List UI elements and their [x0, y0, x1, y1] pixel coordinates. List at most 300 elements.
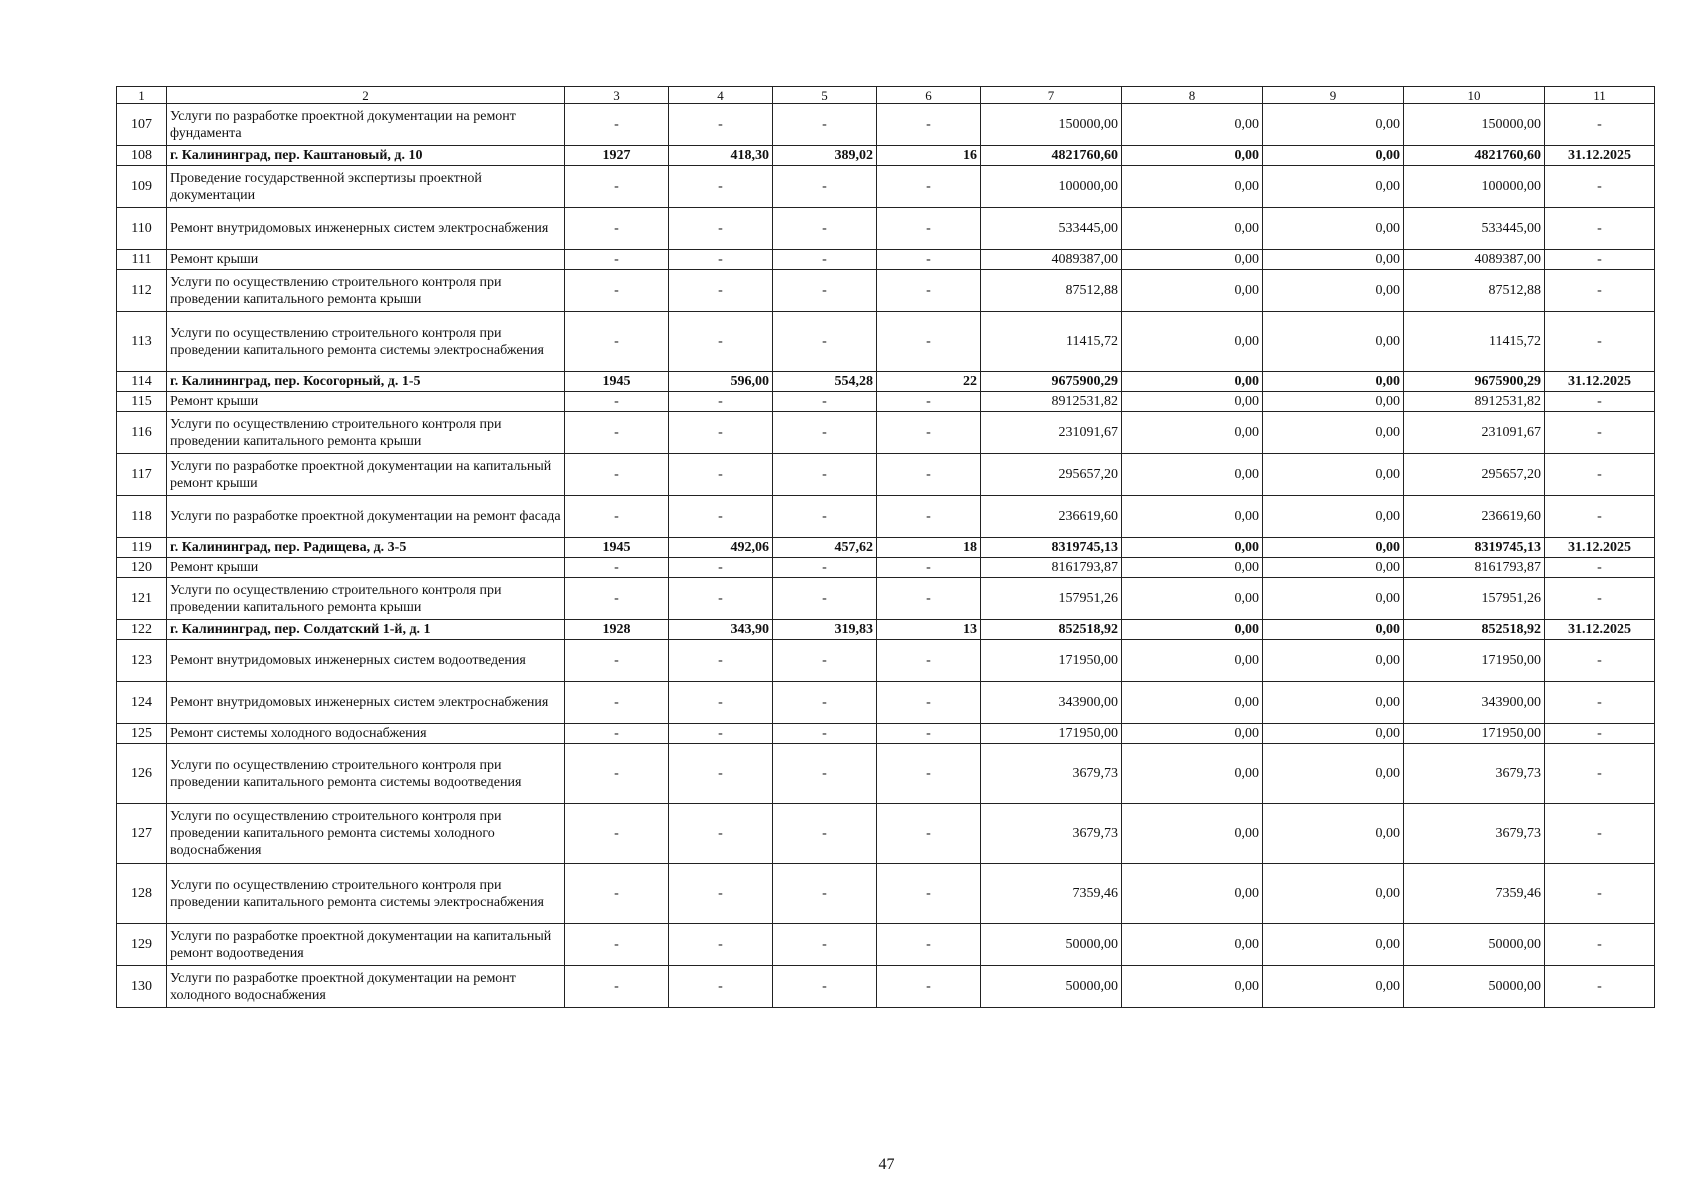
cost-fund-cell: 0,00: [1122, 744, 1263, 804]
row-number-cell: 119: [117, 538, 167, 558]
cost-other-cell: 0,00: [1263, 924, 1404, 966]
cost-total-cell: 295657,20: [981, 454, 1122, 496]
total-area-cell: -: [669, 250, 773, 270]
living-area-cell: -: [773, 208, 877, 250]
cost-total-cell: 4089387,00: [981, 250, 1122, 270]
residents-cell: -: [877, 682, 981, 724]
table-row: [117, 966, 1655, 1008]
cost-total-cell: 8912531,82: [981, 392, 1122, 412]
description-cell: Услуги по осуществлению строительного контроля при проведении капитального ремонта системы водоотведения: [167, 744, 565, 804]
description-cell: Проведение государственной экспертизы проектной документации: [167, 166, 565, 208]
total-area-cell: 343,90: [669, 620, 773, 640]
cost-total-cell: 50000,00: [981, 966, 1122, 1008]
total-area-cell: -: [669, 270, 773, 312]
row-number-cell: 124: [117, 682, 167, 724]
row-number-cell: 123: [117, 640, 167, 682]
cost-total-cell: 8161793,87: [981, 558, 1122, 578]
cost-fund-cell: 0,00: [1122, 312, 1263, 372]
cost-total-cell: 231091,67: [981, 412, 1122, 454]
description-cell: Услуги по осуществлению строительного контроля при проведении капитального ремонта системы холодного водоснабжения: [167, 804, 565, 864]
living-area-cell: -: [773, 640, 877, 682]
completion-date-cell: -: [1545, 166, 1655, 208]
table-body: [117, 87, 1655, 1008]
total-area-cell: -: [669, 208, 773, 250]
cost-other-cell: 0,00: [1263, 578, 1404, 620]
living-area-cell: 319,83: [773, 620, 877, 640]
table-row: [117, 496, 1655, 538]
residents-cell: -: [877, 496, 981, 538]
completion-date-cell: -: [1545, 250, 1655, 270]
table-row: [117, 744, 1655, 804]
cost-fund-cell: 0,00: [1122, 412, 1263, 454]
cost-fund-cell: 0,00: [1122, 724, 1263, 744]
capital-repair-table: [116, 86, 1655, 1008]
row-number-cell: 117: [117, 454, 167, 496]
living-area-cell: -: [773, 312, 877, 372]
cost-other-cell: 0,00: [1263, 620, 1404, 640]
cost-other-cell: 0,00: [1263, 804, 1404, 864]
cost-other-cell: 0,00: [1263, 640, 1404, 682]
cost-other-cell: 0,00: [1263, 372, 1404, 392]
living-area-cell: -: [773, 724, 877, 744]
description-cell: Услуги по осуществлению строительного контроля при проведении капитального ремонта крыши: [167, 270, 565, 312]
cost-owners-cell: 11415,72: [1404, 312, 1545, 372]
cost-total-cell: 11415,72: [981, 312, 1122, 372]
build-year-cell: -: [565, 496, 669, 538]
cost-other-cell: 0,00: [1263, 724, 1404, 744]
table-row: [117, 454, 1655, 496]
description-cell: Услуги по разработке проектной документации на ремонт холодного водоснабжения: [167, 966, 565, 1008]
cost-owners-cell: 87512,88: [1404, 270, 1545, 312]
total-area-cell: -: [669, 804, 773, 864]
cost-owners-cell: 533445,00: [1404, 208, 1545, 250]
cost-fund-cell: 0,00: [1122, 804, 1263, 864]
completion-date-cell: -: [1545, 312, 1655, 372]
row-number-cell: 120: [117, 558, 167, 578]
residents-cell: -: [877, 270, 981, 312]
total-area-cell: -: [669, 392, 773, 412]
living-area-cell: 389,02: [773, 146, 877, 166]
completion-date-cell: -: [1545, 558, 1655, 578]
cost-owners-cell: 9675900,29: [1404, 372, 1545, 392]
row-number-cell: 113: [117, 312, 167, 372]
residents-cell: -: [877, 744, 981, 804]
table-row: [117, 924, 1655, 966]
cost-owners-cell: 4821760,60: [1404, 146, 1545, 166]
living-area-cell: 457,62: [773, 538, 877, 558]
total-area-cell: -: [669, 578, 773, 620]
cost-owners-cell: 157951,26: [1404, 578, 1545, 620]
residents-cell: -: [877, 392, 981, 412]
cost-owners-cell: 3679,73: [1404, 744, 1545, 804]
cost-other-cell: 0,00: [1263, 208, 1404, 250]
completion-date-cell: -: [1545, 864, 1655, 924]
residents-cell: -: [877, 454, 981, 496]
column-header: 9: [1263, 87, 1404, 104]
column-header: 7: [981, 87, 1122, 104]
completion-date-cell: 31.12.2025: [1545, 372, 1655, 392]
completion-date-cell: -: [1545, 724, 1655, 744]
description-cell: Услуги по осуществлению строительного контроля при проведении капитального ремонта системы электроснабжения: [167, 312, 565, 372]
cost-other-cell: 0,00: [1263, 454, 1404, 496]
total-area-cell: -: [669, 454, 773, 496]
build-year-cell: -: [565, 312, 669, 372]
description-cell: Услуги по осуществлению строительного контроля при проведении капитального ремонта крыши: [167, 412, 565, 454]
table-row: [117, 208, 1655, 250]
cost-fund-cell: 0,00: [1122, 372, 1263, 392]
total-area-cell: 492,06: [669, 538, 773, 558]
cost-total-cell: 171950,00: [981, 724, 1122, 744]
cost-total-cell: 3679,73: [981, 744, 1122, 804]
cost-total-cell: 3679,73: [981, 804, 1122, 864]
column-header: 5: [773, 87, 877, 104]
cost-fund-cell: 0,00: [1122, 104, 1263, 146]
cost-total-cell: 4821760,60: [981, 146, 1122, 166]
living-area-cell: -: [773, 496, 877, 538]
cost-other-cell: 0,00: [1263, 250, 1404, 270]
residents-cell: 16: [877, 146, 981, 166]
living-area-cell: -: [773, 744, 877, 804]
cost-fund-cell: 0,00: [1122, 558, 1263, 578]
total-area-cell: -: [669, 864, 773, 924]
column-number-header-row: [117, 87, 1655, 104]
cost-owners-cell: 295657,20: [1404, 454, 1545, 496]
column-header: 1: [117, 87, 167, 104]
total-area-cell: -: [669, 412, 773, 454]
description-cell: Ремонт внутридомовых инженерных систем электроснабжения: [167, 682, 565, 724]
cost-total-cell: 343900,00: [981, 682, 1122, 724]
table-row: [117, 392, 1655, 412]
description-cell: Услуги по разработке проектной документации на ремонт фасада: [167, 496, 565, 538]
completion-date-cell: -: [1545, 744, 1655, 804]
living-area-cell: -: [773, 250, 877, 270]
total-area-cell: -: [669, 558, 773, 578]
row-number-cell: 118: [117, 496, 167, 538]
cost-total-cell: 100000,00: [981, 166, 1122, 208]
cost-total-cell: 171950,00: [981, 640, 1122, 682]
total-area-cell: -: [669, 496, 773, 538]
completion-date-cell: 31.12.2025: [1545, 620, 1655, 640]
table-row: [117, 166, 1655, 208]
total-area-cell: 418,30: [669, 146, 773, 166]
cost-fund-cell: 0,00: [1122, 250, 1263, 270]
completion-date-cell: -: [1545, 104, 1655, 146]
build-year-cell: 1927: [565, 146, 669, 166]
build-year-cell: 1945: [565, 372, 669, 392]
address-row: [117, 372, 1655, 392]
cost-fund-cell: 0,00: [1122, 864, 1263, 924]
completion-date-cell: -: [1545, 924, 1655, 966]
description-cell: г. Калининград, пер. Солдатский 1-й, д. 1: [167, 620, 565, 640]
build-year-cell: -: [565, 412, 669, 454]
description-cell: Услуги по разработке проектной документации на капитальный ремонт крыши: [167, 454, 565, 496]
row-number-cell: 107: [117, 104, 167, 146]
living-area-cell: -: [773, 558, 877, 578]
residents-cell: -: [877, 166, 981, 208]
cost-owners-cell: 50000,00: [1404, 924, 1545, 966]
description-cell: г. Калининград, пер. Косогорный, д. 1-5: [167, 372, 565, 392]
column-header: 11: [1545, 87, 1655, 104]
cost-other-cell: 0,00: [1263, 538, 1404, 558]
description-cell: Ремонт крыши: [167, 250, 565, 270]
living-area-cell: -: [773, 578, 877, 620]
cost-owners-cell: 231091,67: [1404, 412, 1545, 454]
build-year-cell: -: [565, 924, 669, 966]
cost-total-cell: 852518,92: [981, 620, 1122, 640]
cost-owners-cell: 8161793,87: [1404, 558, 1545, 578]
cost-total-cell: 7359,46: [981, 864, 1122, 924]
completion-date-cell: -: [1545, 496, 1655, 538]
total-area-cell: 596,00: [669, 372, 773, 392]
cost-owners-cell: 4089387,00: [1404, 250, 1545, 270]
cost-other-cell: 0,00: [1263, 392, 1404, 412]
cost-owners-cell: 171950,00: [1404, 640, 1545, 682]
completion-date-cell: -: [1545, 412, 1655, 454]
cost-owners-cell: 7359,46: [1404, 864, 1545, 924]
table-row: [117, 804, 1655, 864]
cost-fund-cell: 0,00: [1122, 640, 1263, 682]
cost-other-cell: 0,00: [1263, 496, 1404, 538]
residents-cell: -: [877, 924, 981, 966]
completion-date-cell: -: [1545, 270, 1655, 312]
cost-other-cell: 0,00: [1263, 166, 1404, 208]
address-row: [117, 538, 1655, 558]
cost-owners-cell: 3679,73: [1404, 804, 1545, 864]
build-year-cell: -: [565, 208, 669, 250]
living-area-cell: 554,28: [773, 372, 877, 392]
cost-other-cell: 0,00: [1263, 744, 1404, 804]
description-cell: Услуги по осуществлению строительного контроля при проведении капитального ремонта крыши: [167, 578, 565, 620]
residents-cell: -: [877, 640, 981, 682]
row-number-cell: 122: [117, 620, 167, 640]
cost-fund-cell: 0,00: [1122, 270, 1263, 312]
build-year-cell: -: [565, 250, 669, 270]
row-number-cell: 128: [117, 864, 167, 924]
cost-fund-cell: 0,00: [1122, 392, 1263, 412]
row-number-cell: 126: [117, 744, 167, 804]
cost-fund-cell: 0,00: [1122, 682, 1263, 724]
row-number-cell: 130: [117, 966, 167, 1008]
cost-owners-cell: 50000,00: [1404, 966, 1545, 1008]
total-area-cell: -: [669, 104, 773, 146]
build-year-cell: -: [565, 724, 669, 744]
row-number-cell: 109: [117, 166, 167, 208]
row-number-cell: 115: [117, 392, 167, 412]
cost-total-cell: 150000,00: [981, 104, 1122, 146]
row-number-cell: 114: [117, 372, 167, 392]
cost-other-cell: 0,00: [1263, 966, 1404, 1008]
living-area-cell: -: [773, 166, 877, 208]
total-area-cell: -: [669, 312, 773, 372]
table-row: [117, 578, 1655, 620]
build-year-cell: -: [565, 166, 669, 208]
column-header: 8: [1122, 87, 1263, 104]
cost-fund-cell: 0,00: [1122, 966, 1263, 1008]
cost-other-cell: 0,00: [1263, 412, 1404, 454]
build-year-cell: -: [565, 640, 669, 682]
residents-cell: -: [877, 412, 981, 454]
cost-fund-cell: 0,00: [1122, 538, 1263, 558]
living-area-cell: -: [773, 804, 877, 864]
residents-cell: -: [877, 104, 981, 146]
cost-owners-cell: 236619,60: [1404, 496, 1545, 538]
build-year-cell: 1945: [565, 538, 669, 558]
cost-other-cell: 0,00: [1263, 558, 1404, 578]
total-area-cell: -: [669, 744, 773, 804]
residents-cell: -: [877, 804, 981, 864]
row-number-cell: 110: [117, 208, 167, 250]
cost-other-cell: 0,00: [1263, 146, 1404, 166]
residents-cell: -: [877, 864, 981, 924]
build-year-cell: -: [565, 682, 669, 724]
completion-date-cell: 31.12.2025: [1545, 146, 1655, 166]
row-number-cell: 121: [117, 578, 167, 620]
living-area-cell: -: [773, 412, 877, 454]
column-header: 4: [669, 87, 773, 104]
living-area-cell: -: [773, 864, 877, 924]
table-row: [117, 682, 1655, 724]
cost-owners-cell: 171950,00: [1404, 724, 1545, 744]
build-year-cell: 1928: [565, 620, 669, 640]
completion-date-cell: -: [1545, 804, 1655, 864]
build-year-cell: -: [565, 104, 669, 146]
cost-total-cell: 236619,60: [981, 496, 1122, 538]
column-header: 2: [167, 87, 565, 104]
address-row: [117, 146, 1655, 166]
cost-other-cell: 0,00: [1263, 104, 1404, 146]
cost-total-cell: 8319745,13: [981, 538, 1122, 558]
description-cell: г. Калининград, пер. Каштановый, д. 10: [167, 146, 565, 166]
row-number-cell: 125: [117, 724, 167, 744]
cost-owners-cell: 343900,00: [1404, 682, 1545, 724]
living-area-cell: -: [773, 924, 877, 966]
build-year-cell: -: [565, 804, 669, 864]
living-area-cell: -: [773, 454, 877, 496]
completion-date-cell: 31.12.2025: [1545, 538, 1655, 558]
completion-date-cell: -: [1545, 208, 1655, 250]
table-row: [117, 250, 1655, 270]
table-row: [117, 724, 1655, 744]
cost-fund-cell: 0,00: [1122, 208, 1263, 250]
residents-cell: -: [877, 250, 981, 270]
row-number-cell: 127: [117, 804, 167, 864]
cost-total-cell: 9675900,29: [981, 372, 1122, 392]
column-header: 10: [1404, 87, 1545, 104]
build-year-cell: -: [565, 270, 669, 312]
completion-date-cell: -: [1545, 966, 1655, 1008]
living-area-cell: -: [773, 682, 877, 724]
cost-total-cell: 50000,00: [981, 924, 1122, 966]
cost-fund-cell: 0,00: [1122, 146, 1263, 166]
page-number: 47: [878, 1156, 895, 1173]
cost-other-cell: 0,00: [1263, 312, 1404, 372]
description-cell: Ремонт системы холодного водоснабжения: [167, 724, 565, 744]
residents-cell: -: [877, 558, 981, 578]
description-cell: Ремонт внутридомовых инженерных систем электроснабжения: [167, 208, 565, 250]
description-cell: Услуги по разработке проектной документации на ремонт фундамента: [167, 104, 565, 146]
living-area-cell: -: [773, 270, 877, 312]
cost-fund-cell: 0,00: [1122, 620, 1263, 640]
living-area-cell: -: [773, 104, 877, 146]
cost-fund-cell: 0,00: [1122, 578, 1263, 620]
table-row: [117, 640, 1655, 682]
description-cell: Услуги по разработке проектной документации на капитальный ремонт водоотведения: [167, 924, 565, 966]
living-area-cell: -: [773, 392, 877, 412]
table-row: [117, 558, 1655, 578]
total-area-cell: -: [669, 966, 773, 1008]
description-cell: Ремонт крыши: [167, 558, 565, 578]
residents-cell: 22: [877, 372, 981, 392]
residents-cell: -: [877, 312, 981, 372]
total-area-cell: -: [669, 724, 773, 744]
table-row: [117, 312, 1655, 372]
completion-date-cell: -: [1545, 640, 1655, 682]
column-header: 3: [565, 87, 669, 104]
cost-other-cell: 0,00: [1263, 864, 1404, 924]
build-year-cell: -: [565, 864, 669, 924]
cost-other-cell: 0,00: [1263, 682, 1404, 724]
cost-fund-cell: 0,00: [1122, 924, 1263, 966]
completion-date-cell: -: [1545, 578, 1655, 620]
completion-date-cell: -: [1545, 454, 1655, 496]
total-area-cell: -: [669, 682, 773, 724]
row-number-cell: 116: [117, 412, 167, 454]
row-number-cell: 111: [117, 250, 167, 270]
build-year-cell: -: [565, 558, 669, 578]
table-row: [117, 412, 1655, 454]
residents-cell: -: [877, 208, 981, 250]
cost-other-cell: 0,00: [1263, 270, 1404, 312]
cost-fund-cell: 0,00: [1122, 454, 1263, 496]
cost-owners-cell: 852518,92: [1404, 620, 1545, 640]
residents-cell: -: [877, 724, 981, 744]
cost-fund-cell: 0,00: [1122, 166, 1263, 208]
cost-total-cell: 533445,00: [981, 208, 1122, 250]
description-cell: Ремонт крыши: [167, 392, 565, 412]
build-year-cell: -: [565, 578, 669, 620]
description-cell: г. Калининград, пер. Радищева, д. 3-5: [167, 538, 565, 558]
cost-owners-cell: 8319745,13: [1404, 538, 1545, 558]
completion-date-cell: -: [1545, 682, 1655, 724]
row-number-cell: 112: [117, 270, 167, 312]
description-cell: Ремонт внутридомовых инженерных систем водоотведения: [167, 640, 565, 682]
description-cell: Услуги по осуществлению строительного контроля при проведении капитального ремонта системы электроснабжения: [167, 864, 565, 924]
table-row: [117, 104, 1655, 146]
residents-cell: -: [877, 966, 981, 1008]
cost-owners-cell: 8912531,82: [1404, 392, 1545, 412]
total-area-cell: -: [669, 640, 773, 682]
table-row: [117, 864, 1655, 924]
address-row: [117, 620, 1655, 640]
cost-total-cell: 87512,88: [981, 270, 1122, 312]
living-area-cell: -: [773, 966, 877, 1008]
build-year-cell: -: [565, 966, 669, 1008]
residents-cell: 18: [877, 538, 981, 558]
cost-fund-cell: 0,00: [1122, 496, 1263, 538]
total-area-cell: -: [669, 924, 773, 966]
row-number-cell: 129: [117, 924, 167, 966]
table-row: [117, 270, 1655, 312]
cost-owners-cell: 150000,00: [1404, 104, 1545, 146]
residents-cell: 13: [877, 620, 981, 640]
row-number-cell: 108: [117, 146, 167, 166]
build-year-cell: -: [565, 744, 669, 804]
residents-cell: -: [877, 578, 981, 620]
build-year-cell: -: [565, 454, 669, 496]
build-year-cell: -: [565, 392, 669, 412]
column-header: 6: [877, 87, 981, 104]
total-area-cell: -: [669, 166, 773, 208]
